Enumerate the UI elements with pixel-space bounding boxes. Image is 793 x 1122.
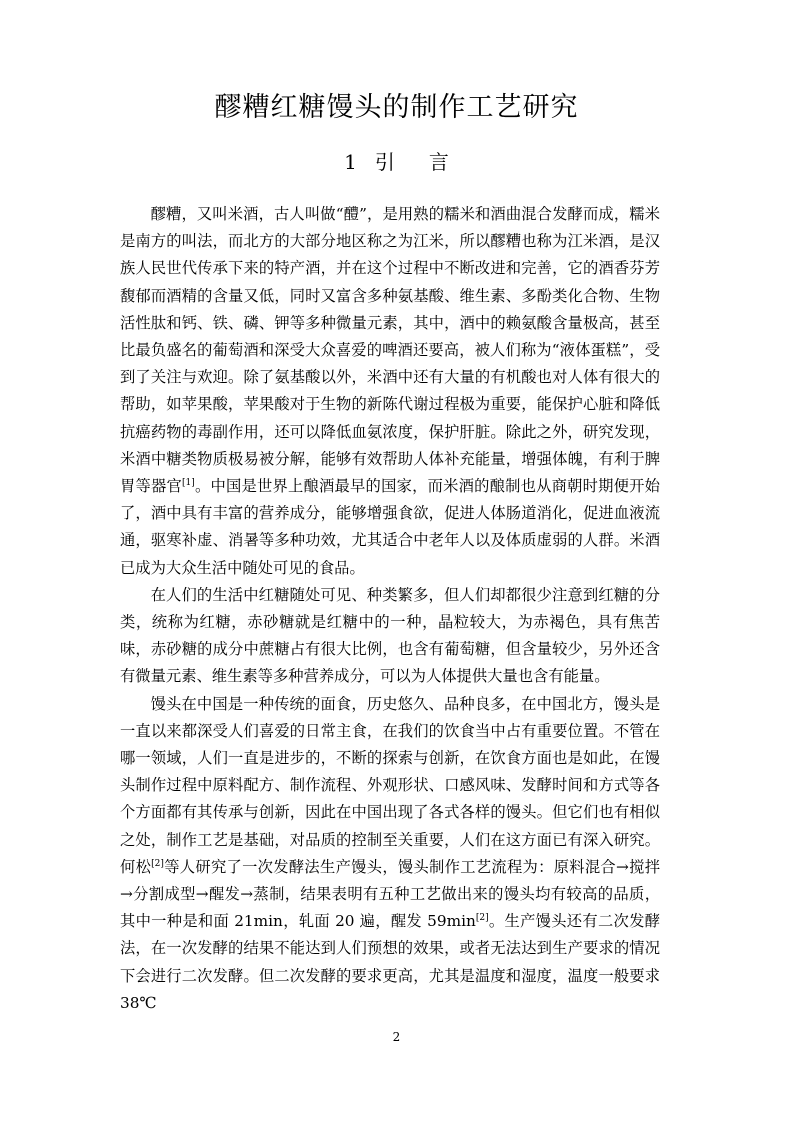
citation-ref: [2]	[151, 858, 164, 869]
citation-ref: [2]	[475, 913, 489, 924]
paragraph-text: 醪糟，又叫米酒，古人叫做“醴”，是用熟的糯米和酒曲混合发酵而成，糯米是南方的叫法，而北方的大部分地区称之为江米，所以醪糟也称为江米酒，是汉族人民世代传承下来的特产酒，并在这个过程中不断改进和完善，它的酒香芬芳馥郁而酒精的含量又低，同时又富含多种氨基酸、维生素、多酚类化合物、生物活性肽和钙、铁、磷、钾等多种微量元素，其中，酒中的赖氨酸含量极高，甚至比最负盛名的葡萄酒和深受大众喜爱的啤酒还要高，被人们称为“液体蛋糕”，受到了关注与欢迎。除了氨基酸以外，米酒中还有大量的有机酸也对人体有很大的帮助，如苹果酸，苹果酸对于生物的新陈代谢过程极为重要，能保护心脏和降低抗癌药物的毒副作用，还可以降低血氨浓度，保护肝脏。除此之外，研究发现，米酒中糖类物质极易被分解，能够有效帮助人体补充能量，增强体魄，有利于脾胃等器官	[120, 205, 660, 496]
section-title-char-1: 引	[374, 150, 395, 174]
paragraph-text: 馒头在中国是一种传统的面食，历史悠久、品种良多，在中国北方，馒头是一直以来都深受人们喜爱的日常主食，在我们的饮食当中占有重要位置。不管在哪一领域，人们一直是进步的，不断的探索与创新，在饮食方面也是如此，在馒头制作过程中原料配方、制作流程、外观形状、口感风味、发酵时间和方式等各个方面都有其传承与创新，因此在中国出现了各式各样的馒头。但它们也有相似之处，制作工艺是基础，对品质的控制至关重要，人们在这方面已有深入研究。何松	[120, 694, 660, 876]
section-number: 1	[344, 150, 357, 174]
paragraph-1	[120, 201, 660, 582]
section-title-char-2: 言	[428, 150, 449, 174]
page-number: 2	[392, 1030, 401, 1044]
document-title: 醪糟红糖馒头的制作工艺研究	[214, 92, 579, 123]
paragraph-text: 。生产馒头还有二次发酵法，在一次发酵的结果不能达到人们预想的效果，或者无法达到生产要求的情况下会进行二次发酵。但二次发酵的要求更高，尤其是温度和湿度，温度一般要求 38℃	[120, 912, 660, 1012]
section-heading	[0, 148, 793, 176]
paragraph-2	[120, 582, 660, 691]
paragraph-text: 。中国是世界上酿酒最早的国家，而米酒的酿制也从商朝时期便开始了，酒中具有丰富的营养成分，能够增强食欲，促进人体肠道消化，促进血液流通，驱寒补虚、消暑等多种功效，尤其适合中老年人以及体质虚弱的人群。米酒已成为大众生活中随处可见的食品。	[120, 477, 660, 577]
paragraph-3	[120, 691, 660, 1017]
paragraph-text: 在人们的生活中红糖随处可见、种类繁多，但人们却都很少注意到红糖的分类，统称为红糖，赤砂糖就是红糖中的一种，晶粒较大，为赤褐色，具有焦苦味，赤砂糖的成分中蔗糖占有很大比例，也含有葡萄糖，但含量较少，另外还含有微量元素、维生素等多种营养成分，可以为人体提供大量也含有能量。	[120, 585, 660, 686]
paragraph-text: 等人研究了一次发酵法生产馒头，馒头制作工艺流程为：原料混合→搅拌→分割成型→醒发→蒸制，结果表明有五种工艺做出来的馒头均有较高的品质，其中一种是和面 21min，轧面 20 遍，醒发 59min	[120, 857, 660, 931]
citation-ref: [1]	[182, 477, 195, 488]
body-text	[120, 201, 660, 1017]
